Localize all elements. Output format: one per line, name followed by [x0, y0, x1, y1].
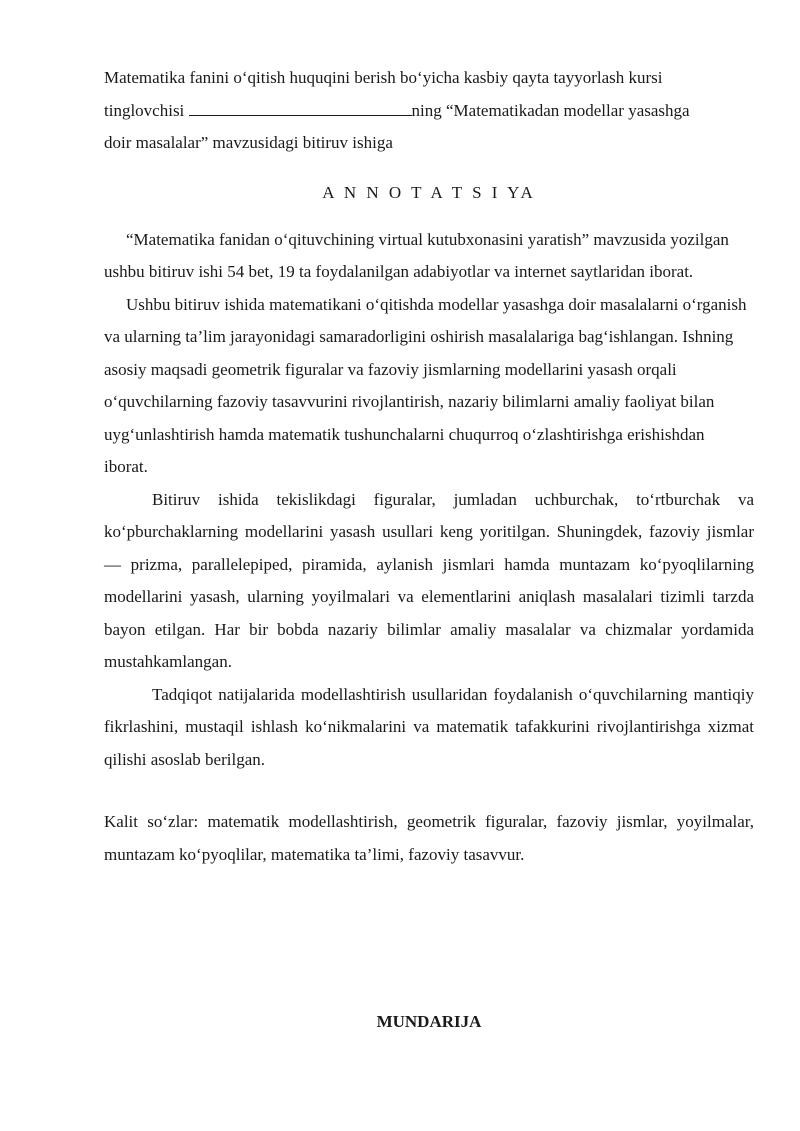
- contents-heading: MUNDARIJA: [376, 1012, 482, 1031]
- paragraph-3: Bitiruv ishida tekislikdagi figuralar, jumladan uchburchak, to‘rtburchak va ko‘pburchaklarning modellarini yasash usullari keng yoritilgan. Shuningdek, fazoviy jismlar — prizma, parallelepiped, piramida, aylanish jismlari hamda muntazam ko‘pyoqlilarning modellarini yasash, ularning yoyilmalari va elementlarini aniqlash masalalari tizimli tarzda bayon etilgan. Har bir bobda nazariy bilimlar amaliy masalalar va chizmalar yordamida mustahkamlangan.: [104, 489, 754, 671]
- header-line-3: doir masalalar” mavzusidagi bitiruv ishiga: [104, 133, 393, 152]
- paragraph-4: Tadqiqot natijalarida modellashtirish usullaridan foydalanish o‘quvchilarning mantiqiy fikrlashini, mustaqil ishlash ko‘nikmalarini va matematik tafakkurini rivojlantirishga xizmat qilishi asoslab berilgan.: [104, 684, 754, 769]
- header-line-2-prefix: tinglovchisi: [104, 100, 189, 120]
- header-line-2: [104, 95, 754, 128]
- name-blank: [189, 101, 412, 116]
- annotation-title: A N N O T A T S I YA: [322, 182, 536, 202]
- paragraph-1: “Matematika fanidan o‘qituvchining virtual kutubxonasini yaratish” mavzusida yozilgan ushbu bitiruv ishi 54 bet, 19 ta foydalanilgan adabiyotlar va internet saytlaridan iborat.: [104, 229, 729, 281]
- paragraph-2: Ushbu bitiruv ishida matematikani o‘qitishda modellar yasashga doir masalalarni o‘rganish va ularning ta’lim jarayonidagi samaradorligini oshirish masalalariga bag‘ishlangan. Ishning asosiy maqsadi geometrik figuralar va fazoviy jismlarning modellarini yasash orqali o‘quvchilarning fazoviy tasavvurini rivojlantirish, nazariy bilimlarni amaliy faoliyat bilan uyg‘unlashtirish hamda matematik tushunchalarni chuqurroq o‘zlashtirishga erishishdan iborat.: [104, 294, 747, 476]
- document-page: [104, 62, 754, 1031]
- keywords: Kalit so‘zlar: matematik modellashtirish, geometrik figuralar, fazoviy jismlar, yoyilmalar, muntazam ko‘pyoqlilar, matematika ta’limi, fazoviy tasavvur.: [104, 812, 754, 864]
- header-line-1: Matematika fanini o‘qitish huquqini berish bo‘yicha kasbiy qayta tayyorlash kursi: [104, 68, 663, 87]
- header-line-2-suffix: ning “Matematikadan modellar yasashga: [411, 100, 690, 120]
